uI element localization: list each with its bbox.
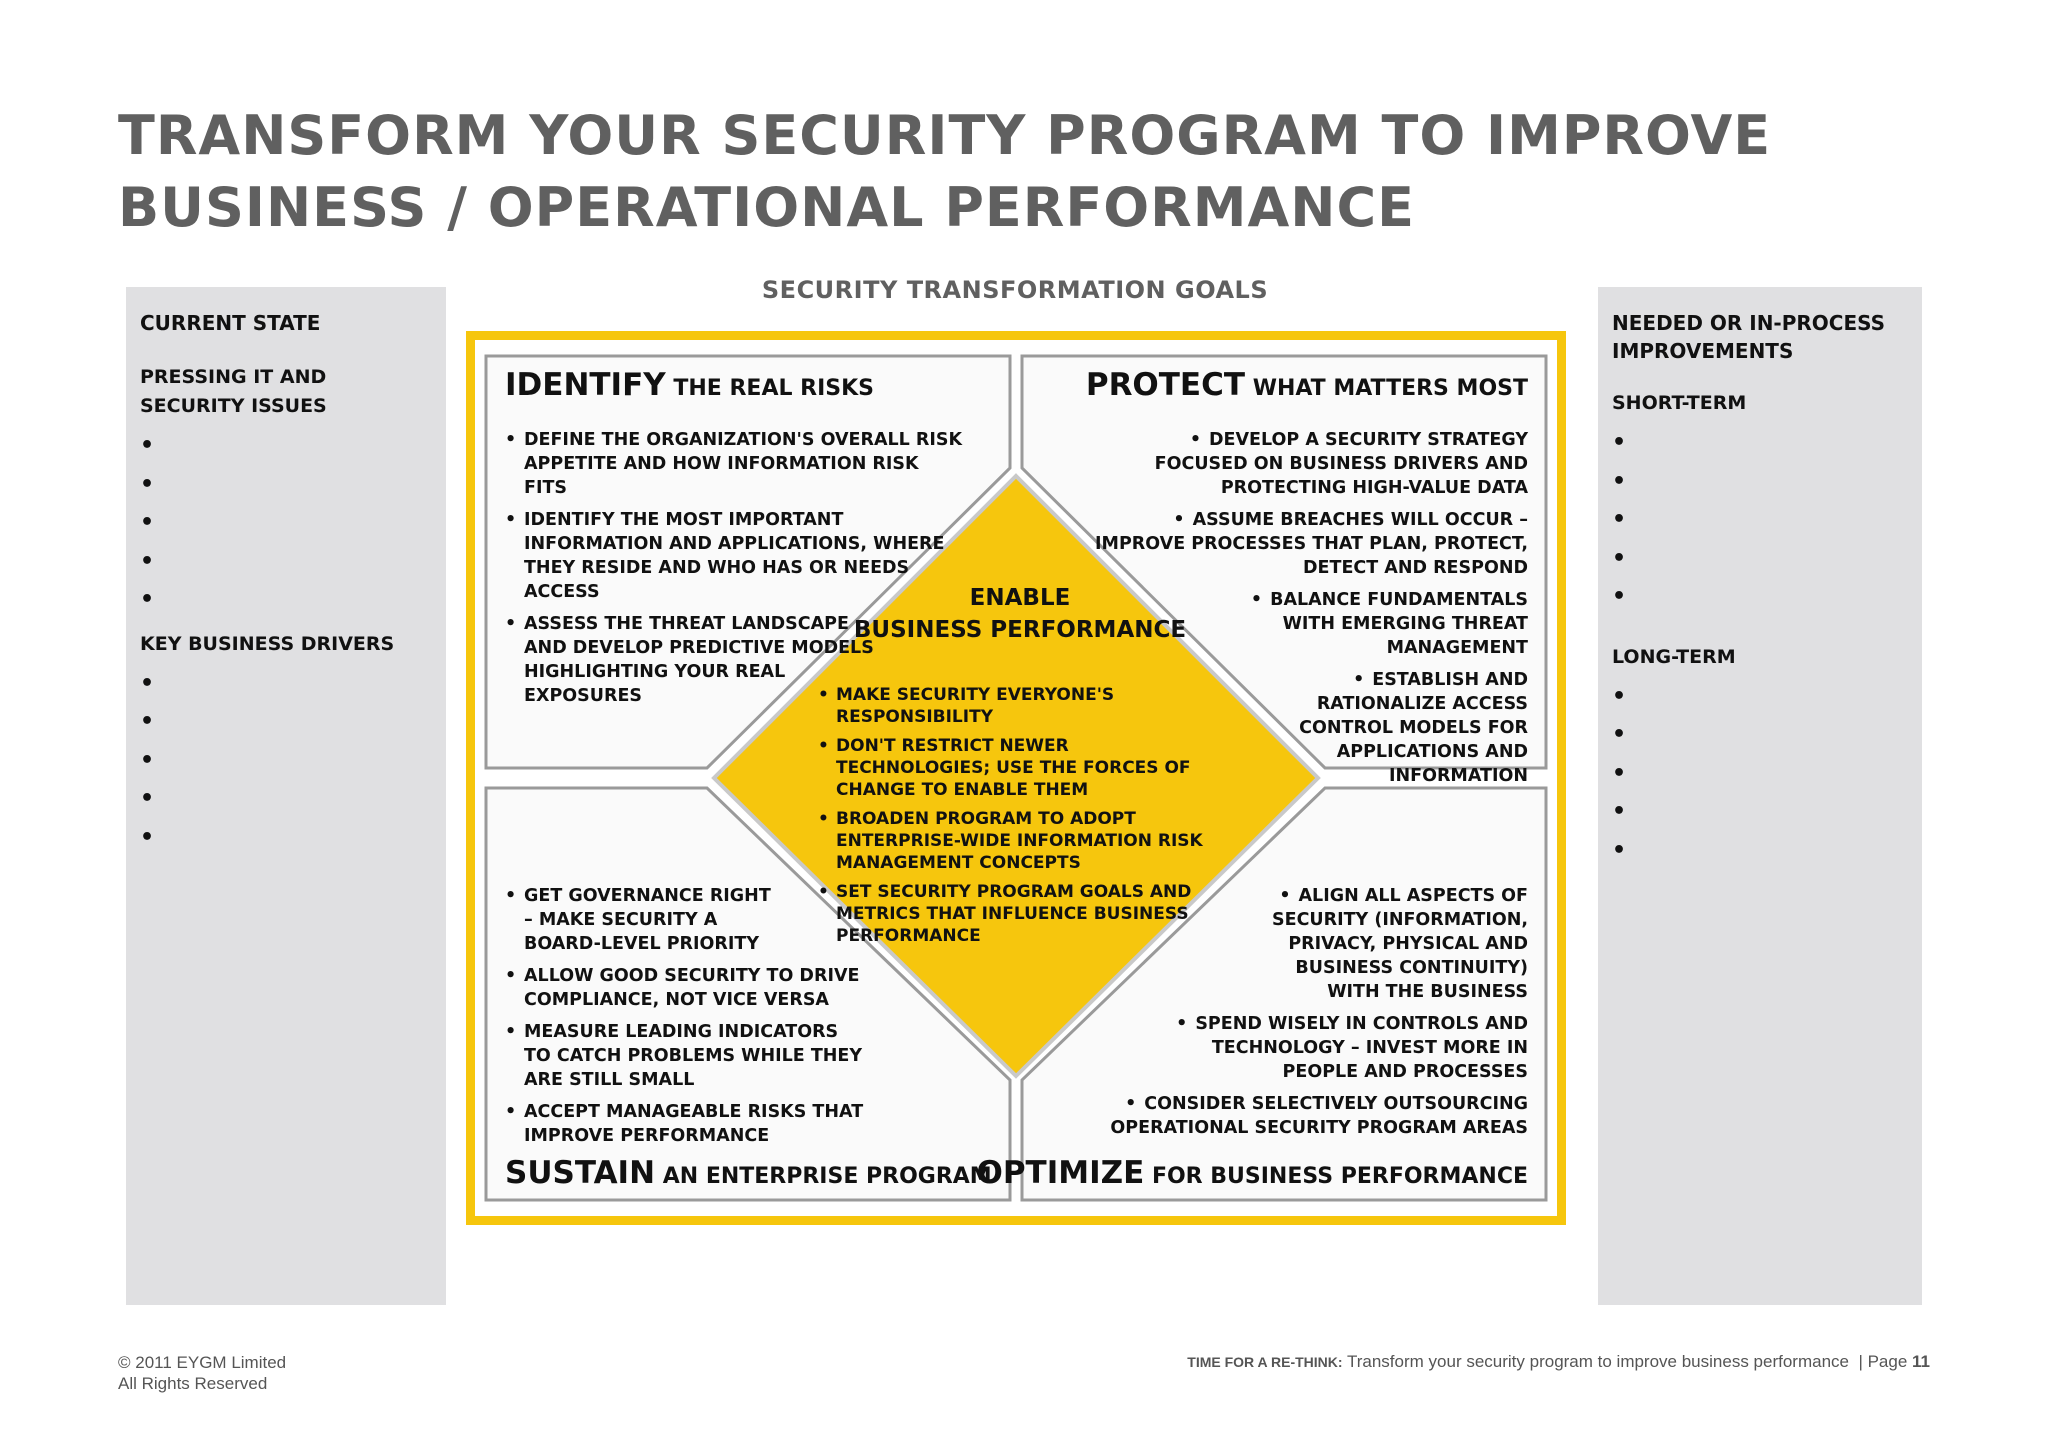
sustain-list bbox=[505, 884, 865, 1156]
optimize-rest: FOR BUSINESS PERFORMANCE bbox=[1151, 1164, 1528, 1189]
protect-rest: WHAT MATTERS MOST bbox=[1252, 376, 1528, 401]
copyright-line2: All Rights Reserved bbox=[118, 1374, 268, 1393]
list-item: • bbox=[1612, 683, 1627, 709]
list-item: • SPEND WISELY IN CONTROLS AND TECHNOLOGY – INVEST MORE IN PEOPLE AND PROCESSES bbox=[1176, 1014, 1528, 1082]
item-text: SPEND WISELY IN CONTROLS AND TECHNOLOGY – INVEST MORE IN PEOPLE AND PROCESSES bbox=[1195, 1014, 1528, 1082]
list-item: • ALIGN ALL ASPECTS OF SECURITY (INFORMATION, PRIVACY, PHYSICAL AND BUSINESS CONTINUITY) WITH THE BUSINESS bbox=[1272, 886, 1528, 1002]
sustain-title bbox=[505, 1156, 992, 1194]
item-text: ESTABLISH AND RATIONALIZE ACCESS CONTROL MODELS FOR APPLICATIONS AND INFORMATION bbox=[1299, 670, 1528, 786]
enable-title-line1: ENABLE bbox=[969, 585, 1071, 611]
goals-title: SECURITY TRANSFORMATION GOALS bbox=[761, 276, 1269, 304]
list-item: • bbox=[140, 709, 155, 734]
list-item: • ALLOW GOOD SECURITY TO DRIVE COMPLIANCE, NOT VICE VERSA bbox=[505, 964, 865, 1012]
sustain-keyword: SUSTAIN bbox=[505, 1155, 656, 1191]
optimize-title bbox=[976, 1156, 1528, 1194]
list-item: • bbox=[1612, 430, 1627, 455]
list-item: • bbox=[140, 548, 155, 574]
list-item: • bbox=[1612, 507, 1627, 532]
short-term-heading: SHORT-TERM bbox=[1612, 392, 1747, 414]
protect-keyword: PROTECT bbox=[1085, 367, 1246, 403]
list-item: • bbox=[140, 471, 155, 497]
list-item: • MAKE SECURITY EVERYONE'S RESPONSIBILITY bbox=[818, 684, 1136, 728]
identify-keyword: IDENTIFY bbox=[505, 367, 666, 403]
identify-list bbox=[505, 428, 965, 716]
list-item: • IDENTIFY THE MOST IMPORTANT INFORMATION AND APPLICATIONS, WHERE THEY RESIDE AND WHO HAS OR NEEDS ACCESS bbox=[505, 508, 965, 604]
list-item: • bbox=[1612, 584, 1627, 609]
page-prefix: | Page bbox=[1858, 1352, 1908, 1371]
list-item: • MEASURE LEADING INDICATORS TO CATCH PROBLEMS WHILE THEY ARE STILL SMALL bbox=[505, 1020, 865, 1092]
item-text: ASSUME BREACHES WILL OCCUR – IMPROVE PROCESSES THAT PLAN, PROTECT, DETECT AND RESPOND bbox=[1095, 510, 1528, 578]
list-item: • BROADEN PROGRAM TO ADOPT ENTERPRISE-WIDE INFORMATION RISK MANAGEMENT CONCEPTS bbox=[818, 808, 1216, 874]
list-item: • bbox=[140, 510, 155, 535]
copyright-line1: © 2011 EYGM Limited bbox=[118, 1353, 287, 1372]
list-item: • bbox=[1612, 722, 1627, 747]
item-text: ALIGN ALL ASPECTS OF SECURITY (INFORMATION, PRIVACY, PHYSICAL AND BUSINESS CONTINUITY) WITH THE BUSINESS bbox=[1272, 886, 1528, 1002]
list-item: • bbox=[140, 786, 155, 811]
list-item: • ESTABLISH AND RATIONALIZE ACCESS CONTROL MODELS FOR APPLICATIONS AND INFORMATION bbox=[1299, 670, 1528, 786]
enable-title-line2: BUSINESS PERFORMANCE bbox=[853, 617, 1187, 643]
list-item: • bbox=[1612, 545, 1627, 571]
list-item: • GET GOVERNANCE RIGHT – MAKE SECURITY A BOARD-LEVEL PRIORITY bbox=[505, 884, 774, 956]
list-item: • bbox=[1612, 837, 1627, 863]
page-footer bbox=[1187, 1352, 1930, 1372]
list-item: • bbox=[1612, 760, 1627, 786]
list-item: • DEVELOP A SECURITY STRATEGY FOCUSED ON BUSINESS DRIVERS AND PROTECTING HIGH-VALUE DATA bbox=[1154, 430, 1528, 498]
list-item: • DEFINE THE ORGANIZATION'S OVERALL RISK APPETITE AND HOW INFORMATION RISK FITS bbox=[505, 428, 965, 500]
key-business-drivers-heading: KEY BUSINESS DRIVERS bbox=[140, 632, 395, 655]
enable-title bbox=[840, 582, 1200, 646]
list-item: • bbox=[140, 433, 155, 458]
list-item: • ASSUME BREACHES WILL OCCUR – IMPROVE PROCESSES THAT PLAN, PROTECT, DETECT AND RESPOND bbox=[1095, 510, 1528, 578]
page-title: TRANSFORM YOUR SECURITY PROGRAM TO IMPROVE BUSINESS / OPERATIONAL PERFORMANCE bbox=[118, 104, 1772, 239]
list-item: • bbox=[140, 824, 155, 850]
list-item: • bbox=[140, 747, 155, 773]
list-item: • BALANCE FUNDAMENTALS WITH EMERGING THREAT MANAGEMENT bbox=[1250, 590, 1528, 658]
list-item: • bbox=[140, 587, 155, 612]
copyright bbox=[118, 1352, 286, 1394]
list-item: • CONSIDER SELECTIVELY OUTSOURCING OPERATIONAL SECURITY PROGRAM AREAS bbox=[1110, 1094, 1528, 1138]
pressing-issues-heading: PRESSING IT AND SECURITY ISSUES bbox=[140, 366, 327, 417]
page-number: 11 bbox=[1912, 1352, 1930, 1371]
list-item: • ASSESS THE THREAT LANDSCAPE AND DEVELOP PREDICTIVE MODELS HIGHLIGHTING YOUR REAL EXPOSURES bbox=[505, 612, 884, 708]
enable-list bbox=[818, 684, 1218, 954]
item-text: CONSIDER SELECTIVELY OUTSOURCING OPERATIONAL SECURITY PROGRAM AREAS bbox=[1110, 1094, 1528, 1138]
list-item: • bbox=[1612, 799, 1627, 824]
list-item: • bbox=[1612, 468, 1627, 494]
sustain-rest: AN ENTERPRISE PROGRAM bbox=[662, 1164, 992, 1189]
current-state-heading: CURRENT STATE bbox=[140, 311, 321, 335]
list-item: • SET SECURITY PROGRAM GOALS AND METRICS THAT INFLUENCE BUSINESS PERFORMANCE bbox=[818, 881, 1196, 947]
footer-subtitle: Transform your security program to improve business performance bbox=[1346, 1352, 1849, 1371]
long-term-heading: LONG-TERM bbox=[1612, 645, 1736, 668]
series-label: TIME FOR A RE-THINK: bbox=[1187, 1354, 1343, 1370]
list-item: • DON'T RESTRICT NEWER TECHNOLOGIES; USE THE FORCES OF CHANGE TO ENABLE THEM bbox=[818, 735, 1218, 801]
list-item: • ACCEPT MANAGEABLE RISKS THAT IMPROVE PERFORMANCE bbox=[505, 1100, 865, 1148]
list-item: • bbox=[140, 670, 155, 696]
improvements-heading: NEEDED OR IN-PROCESS IMPROVEMENTS bbox=[1612, 311, 1886, 363]
item-text: BALANCE FUNDAMENTALS WITH EMERGING THREAT MANAGEMENT bbox=[1270, 590, 1528, 658]
identify-title bbox=[505, 368, 874, 406]
protect-title bbox=[1086, 368, 1528, 406]
optimize-keyword: OPTIMIZE bbox=[976, 1155, 1145, 1191]
identify-rest: THE REAL RISKS bbox=[673, 376, 875, 401]
item-text: DEVELOP A SECURITY STRATEGY FOCUSED ON BUSINESS DRIVERS AND PROTECTING HIGH-VALUE DATA bbox=[1154, 430, 1528, 498]
